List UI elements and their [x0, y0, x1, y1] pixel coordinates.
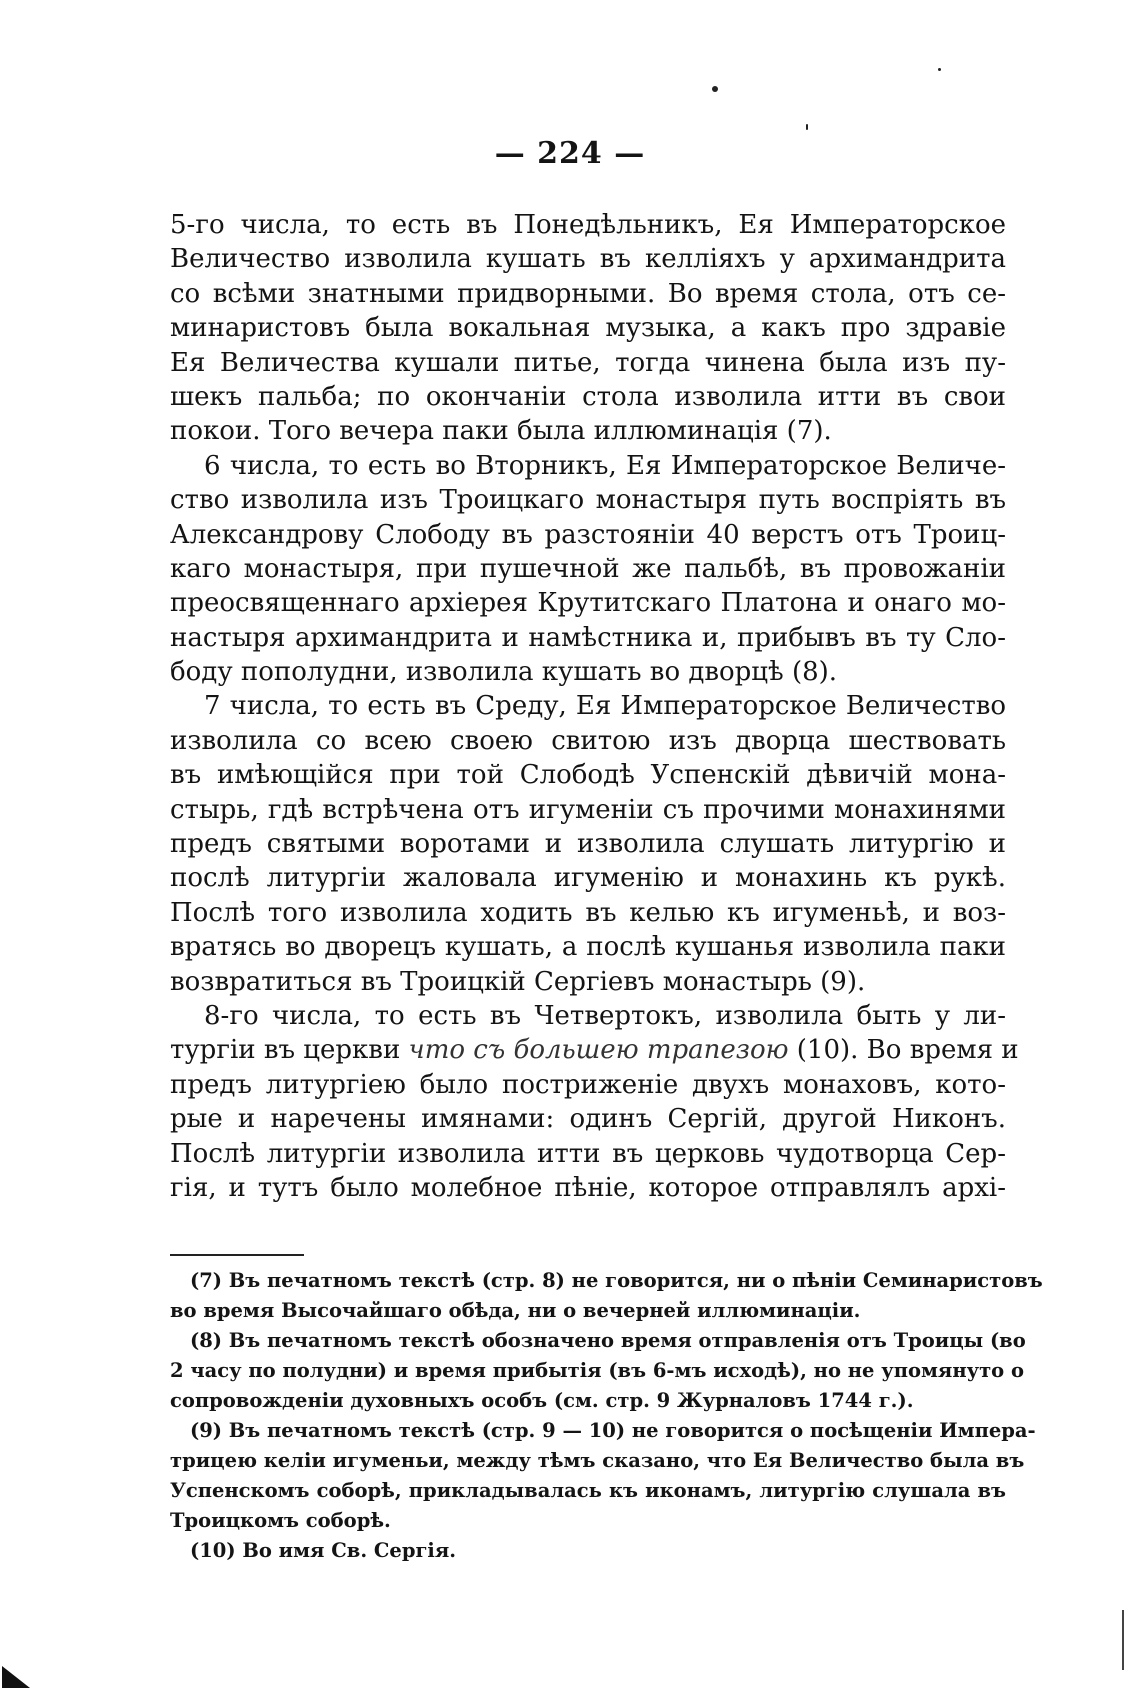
footnote-line: трицею келіи игуменьи, между тѣмъ сказано, что Ея Величество была въ	[170, 1449, 1025, 1472]
scan-speck	[938, 68, 941, 71]
footnote-line: (8) Въ печатномъ текстѣ обозначено время отправленія отъ Троицы (во	[190, 1329, 1026, 1352]
text-line: въ имѣющійся при той Слободѣ Успенскій дѣвичій мона-	[170, 760, 1006, 791]
text-line: вратясь во дворецъ кушать, а послѣ кушанья изволила паки	[170, 932, 1006, 963]
text-line: Ея Величества кушали питье, тогда чинена была изъ пу-	[170, 347, 1006, 378]
text-line: послѣ литургіи жаловала игуменію и монахинь къ рукѣ.	[170, 863, 1006, 894]
paragraph-2	[170, 449, 1006, 690]
text-line: преосвященнаго архіерея Крутитскаго Платона и онаго мо-	[170, 588, 1006, 619]
footnote-line: (7) Въ печатномъ текстѣ (стр. 8) не говорится, ни о пѣніи Семинаристовъ	[190, 1269, 1043, 1292]
footnote-line: 2 часу по полудни) и время прибытія (въ 6-мъ исходѣ), но не упомянуто о	[170, 1359, 1024, 1382]
text-line: 7 числа, то есть въ Среду, Ея Императорское Величество	[204, 691, 1006, 722]
footnote-line: (10) Во имя Св. Сергія.	[190, 1539, 457, 1562]
scan-speck	[806, 124, 808, 130]
text-line: 6 числа, то есть во Вторникъ, Ея Императорское Величе-	[204, 450, 1006, 481]
italic-church-name: что съ большею трапезою	[408, 1035, 789, 1066]
footnote-10	[170, 1536, 1006, 1566]
text-line: гія, и тутъ было молебное пѣніе, которое отправлялъ архі-	[170, 1172, 1006, 1203]
text-line: настыря архимандрита и намѣстника и, прибывъ въ ту Сло-	[170, 622, 1006, 653]
text-line: рые и наречены имянами: одинъ Сергій, другой Никонъ.	[170, 1104, 1006, 1135]
footnote-line: сопровожденіи духовныхъ особъ (см. стр. 9 Журналовъ 1744 г.).	[170, 1389, 914, 1412]
footnote-separator	[170, 1254, 304, 1256]
paragraph-1	[170, 208, 1006, 449]
text-line: стырь, гдѣ встрѣчена отъ игуменіи съ прочими монахинями	[170, 794, 1006, 825]
footnote-line: Успенскомъ соборѣ, прикладывалась къ иконамъ, литургію слушала въ	[170, 1479, 1006, 1502]
footnote-line: во время Высочайшаго обѣда, ни о вечерней иллюминаціи.	[170, 1299, 861, 1322]
text-line-with-italic	[170, 1033, 1019, 1067]
footnote-8	[170, 1326, 1026, 1416]
text-line: каго монастыря, при пушечной же пальбѣ, въ провожаніи	[170, 553, 1006, 584]
text-line: ство изволила изъ Троицкаго монастыря путь воспріять въ	[170, 485, 1006, 516]
text-line: Послѣ литургіи изволила итти въ церковь чудотворца Сер-	[170, 1138, 1006, 1169]
paragraph-4	[170, 999, 1019, 1205]
footnotes	[170, 1266, 1043, 1566]
footnote-line: Троицкомъ соборѣ.	[170, 1509, 391, 1532]
scan-edge-mark	[1122, 1610, 1124, 1670]
text-line: Величество изволила кушать въ келліяхъ у архимандрита	[170, 244, 1006, 275]
body-text	[170, 208, 1019, 1205]
scan-speck	[712, 86, 718, 92]
text-line: изволила со всею своею свитою изъ дворца шествовать	[170, 725, 1006, 756]
footnote-7	[170, 1266, 1043, 1326]
footnote-line: (9) Въ печатномъ текстѣ (стр. 9 — 10) не говорится о посѣщеніи Импера-	[190, 1419, 1036, 1442]
scan-corner-mark	[2, 1666, 30, 1688]
text-line: 5-го числа, то есть въ Понедѣльникъ, Ея Императорское	[170, 210, 1006, 240]
text-line: 8-го числа, то есть въ Четвертокъ, изволила быть у ли-	[204, 1000, 1006, 1031]
text-line: Послѣ того изволила ходить въ келью къ игуменьѣ, и воз-	[170, 897, 1006, 928]
text-line: предъ литургіею было постриженіе двухъ монаховъ, кото-	[170, 1069, 1006, 1100]
text-line: шекъ пальба; по окончаніи стола изволила итти въ свои	[170, 381, 1006, 412]
text-line: покои. Того вечера паки была иллюминація (7).	[170, 416, 832, 447]
footnote-9	[170, 1416, 1036, 1536]
text-line: предъ святыми воротами и изволила слушать литургію и	[170, 829, 1006, 860]
text-line: Александрову Слободу въ разстояніи 40 верстъ отъ Троиц-	[170, 519, 1006, 550]
text-line: возвратиться въ Троицкій Сергіевъ монастырь (9).	[170, 966, 866, 997]
paragraph-3	[170, 689, 1006, 999]
text-line: минаристовъ была вокальная музыка, а какъ про здравіе	[170, 313, 1006, 344]
text-fragment: (10). Во время и	[788, 1035, 1019, 1066]
text-line: со всѣми знатными придворными. Во время стола, отъ се-	[170, 278, 1006, 309]
text-fragment: тургіи въ церкви	[170, 1035, 409, 1066]
text-line: боду пополудни, изволила кушать во дворцѣ (8).	[170, 657, 838, 688]
page-number: — 224 —	[494, 136, 646, 171]
